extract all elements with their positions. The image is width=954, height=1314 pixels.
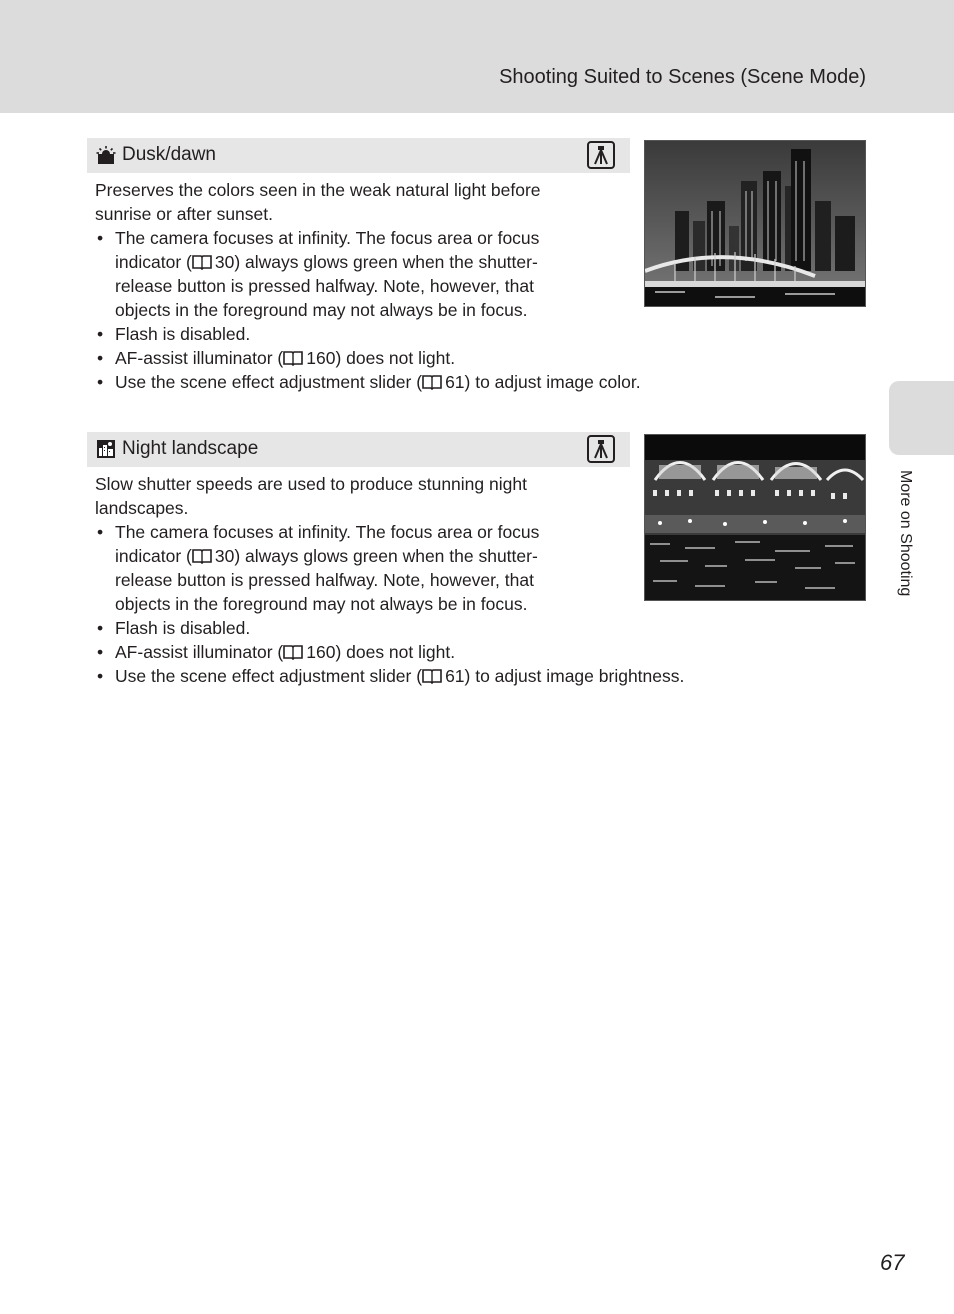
tripod-icon xyxy=(587,141,615,169)
list-item: • The camera focuses at infinity. The focus area or focus indicator ( 30) always glows green when the shutter-release button is pressed halfway. Note, however, that objects in the foreground may not always be in focus. xyxy=(95,520,585,616)
section-title-text: Night landscape xyxy=(122,438,259,459)
book-reference-icon xyxy=(192,548,212,564)
tripod-icon xyxy=(587,435,615,463)
book-reference-icon xyxy=(422,374,442,390)
book-reference-icon xyxy=(283,350,303,366)
section-body xyxy=(95,178,855,394)
bullet-list xyxy=(95,520,855,688)
list-item: • Flash is disabled. xyxy=(95,322,855,346)
list-item: • The camera focuses at infinity. The focus area or focus indicator ( 30) always glows green when the shutter-release button is pressed halfway. Note, however, that objects in the foreground may not always be in focus. xyxy=(95,226,585,322)
page-header-title: Shooting Suited to Scenes (Scene Mode) xyxy=(499,66,866,88)
list-item: • AF-assist illuminator ( 160) does not light. xyxy=(95,346,855,370)
bullet-list xyxy=(95,226,855,394)
section-title xyxy=(96,144,216,166)
section-title-text: Dusk/dawn xyxy=(122,144,216,165)
section-title xyxy=(96,438,258,460)
list-item: • Use the scene effect adjustment slider ( 61) to adjust image color. xyxy=(95,370,855,394)
chapter-side-label: More on Shooting xyxy=(897,470,914,597)
intro-paragraph: Slow shutter speeds are used to produce stunning night landscapes. xyxy=(95,474,527,518)
list-item: • Flash is disabled. xyxy=(95,616,855,640)
night-landscape-icon xyxy=(96,439,116,459)
chapter-side-tab xyxy=(889,381,954,455)
intro-paragraph: Preserves the colors seen in the weak natural light before sunrise or after sunset. xyxy=(95,180,541,224)
book-reference-icon xyxy=(422,668,442,684)
book-reference-icon xyxy=(192,254,212,270)
section-body xyxy=(95,472,855,688)
list-item: • AF-assist illuminator ( 160) does not light. xyxy=(95,640,855,664)
header-band xyxy=(0,0,954,113)
book-reference-icon xyxy=(283,644,303,660)
dusk-dawn-icon xyxy=(96,145,116,165)
list-item: • Use the scene effect adjustment slider ( 61) to adjust image brightness. xyxy=(95,664,855,688)
page-number: 67 xyxy=(880,1250,905,1275)
